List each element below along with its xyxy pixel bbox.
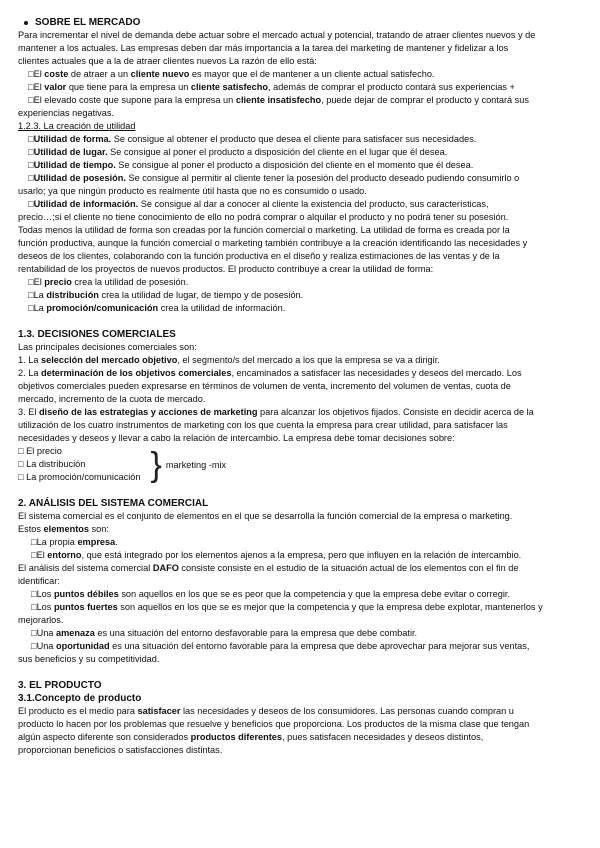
- paragraph-line: rentabilidad de los proyectos de nuevos productos. El producto contribuye a crear la utilidad de forma:: [18, 264, 434, 274]
- paragraph-line: utilización de los cuatro instrumentos de marketing con los que cuenta la empresa para crear utilidad, para satisfacer las: [18, 420, 508, 430]
- checkbox-icon: □: [28, 160, 34, 170]
- paragraph-line: sus beneficios y su competitividad.: [18, 654, 160, 664]
- list-item-promocion: □La promoción/comunicación crea la utilidad de información.: [28, 303, 286, 313]
- mix-item-precio: □ El precio: [18, 446, 62, 456]
- section-title-producto: 3. EL PRODUCTO: [18, 680, 102, 691]
- marketing-mix-list: [18, 445, 141, 484]
- subsection-heading-utilidad: 1.2.3. La creación de utilidad: [18, 121, 136, 131]
- list-item-utilidad-tiempo: □Utilidad de tiempo. Se consigue al poner el producto a disposición del cliente en el momento que él desea.: [28, 160, 474, 170]
- checkbox-icon: □: [28, 69, 34, 79]
- decision-item-1: 1. La selección del mercado objetivo, el segmento/s del mercado a los que la empresa se va a dirigir.: [18, 355, 440, 365]
- paragraph-line: El sistema comercial es el conjunto de elementos en el que se desarrolla la función comercial de la empresa o marketing.: [18, 511, 513, 521]
- checkbox-icon: □: [18, 472, 27, 482]
- checkbox-icon: □: [31, 537, 37, 547]
- list-item-utilidad-informacion: □Utilidad de información. Se consigue al dar a conocer al cliente la existencia del producto, sus características,: [28, 199, 489, 209]
- list-item-precio: □El precio crea la utilidad de posesión.: [28, 277, 189, 287]
- list-item-utilidad-lugar: □Utilidad de lugar. Se consigue al poner el producto a disposición del cliente en el lugar que él desea.: [28, 147, 448, 157]
- subsection-title-concepto: 3.1.Concepto de producto: [18, 693, 142, 704]
- list-item-empresa: □La propia empresa.: [31, 537, 118, 547]
- checkbox-icon: □: [28, 147, 34, 157]
- paragraph-line: experiencias negativas.: [18, 108, 115, 118]
- bullet-dot-icon: [24, 21, 28, 25]
- checkbox-icon: □: [28, 199, 34, 209]
- paragraph-line: El producto es el medio para satisfacer las necesidades y deseos de los consumidores. Las personas cuando compran u: [18, 706, 514, 716]
- checkbox-icon: □: [31, 550, 37, 560]
- section-title-decisiones: 1.3. DECISIONES COMERCIALES: [18, 329, 176, 340]
- section-title-sobre-mercado: SOBRE EL MERCADO: [18, 16, 584, 29]
- paragraph-line: proporcionan beneficios o satisfacciones distintas.: [18, 745, 223, 755]
- paragraph-line: Para incrementar el nivel de demanda debe actuar sobre el mercado actual y potencial, tratando de atraer clientes nuevos y de: [18, 30, 536, 40]
- paragraph-line: Todas menos la utilidad de forma son creadas por la función comercial o marketing. La utilidad de forma es creada por la: [18, 225, 510, 235]
- paragraph-line: producto lo hacen por los problemas que resuelve y beneficios que proporciona. Los productos de la misma clase que tengan: [18, 719, 530, 729]
- paragraph-line: mercado, incremento de la cuota de mercado.: [18, 394, 206, 404]
- list-item-puntos-debiles: □Los puntos débiles son aquellos en los que se es peor que la competencia y que la empresa debe evitar o corregir.: [31, 589, 510, 599]
- list-item-insatisfecho: □El elevado coste que supone para la empresa un cliente insatisfecho, puede dejar de comprar el producto y contará sus: [28, 95, 529, 105]
- paragraph-line: deseos de los clientes, colaborando con la función productiva en el diseño y realiza estimaciones de las ventas y de la: [18, 251, 500, 261]
- section-title-analisis: 2. ANÁLISIS DEL SISTEMA COMERCIAL: [18, 498, 209, 509]
- list-item-amenaza: □Una amenaza es una situación del entorno desfavorable para la empresa que debe combatir.: [31, 628, 418, 638]
- list-item-coste: □El coste de atraer a un cliente nuevo es mayor que el de mantener a un cliente actual satisfecho.: [28, 69, 435, 79]
- list-item-entorno: □El entorno, que está integrado por los elementos ajenos a la empresa, pero que influyen en la relación de intercambio.: [31, 550, 522, 560]
- paragraph-line: función productiva, aunque la función comercial o marketing también contribuye a la creación identificando las necesidades y: [18, 238, 528, 248]
- brace-icon: }: [150, 445, 162, 484]
- list-item-utilidad-posesion: □Utilidad de posesión. Se consigue al permitir al cliente tener la posesión del producto deseado pudiendo consumirlo o: [28, 173, 520, 183]
- decision-item-2: 2. La determinación de los objetivos comerciales, encaminados a satisfacer las necesidades y deseos del mercado. Los: [18, 368, 522, 378]
- checkbox-icon: □: [18, 459, 27, 469]
- checkbox-icon: □: [31, 602, 37, 612]
- checkbox-icon: □: [28, 290, 34, 300]
- checkbox-icon: □: [28, 303, 34, 313]
- checkbox-icon: □: [28, 82, 34, 92]
- list-item-distribucion: □La distribución crea la utilidad de lugar, de tiempo y de posesión.: [28, 290, 304, 300]
- checkbox-icon: □: [28, 95, 34, 105]
- list-item-oportunidad: □Una oportunidad es una situación del entorno favorable para la empresa que debe aprovechar para mejorar sus ventas,: [31, 641, 530, 651]
- paragraph-line: algún aspecto diferente son considerados productos diferentes, pues satisfacen necesidades y deseos distintos,: [18, 732, 484, 742]
- paragraph-line: Estos elementos son:: [18, 524, 109, 534]
- decision-item-3: 3. El diseño de las estrategias y acciones de marketing para alcanzar los objetivos fijados. Consiste en decidir acerca de la: [18, 407, 534, 417]
- marketing-mix-label: marketing -mix: [165, 459, 227, 470]
- checkbox-icon: □: [18, 446, 27, 456]
- checkbox-icon: □: [31, 628, 37, 638]
- list-item-puntos-fuertes: □Los puntos fuertes son aquellos en los que se es mejor que la competencia y que la empresa debe explotar, mantenerlos y: [31, 602, 543, 612]
- checkbox-icon: □: [31, 641, 37, 651]
- list-item-valor: □El valor que tiene para la empresa un cliente satisfecho, además de comprar el producto contará sus experiencias +: [28, 82, 515, 92]
- paragraph-line: clientes actuales que a la de atraer clientes nuevos La razón de ello está:: [18, 56, 317, 66]
- paragraph-line: mejorarlos.: [18, 615, 64, 625]
- mix-item-distribucion: □ La distribución: [18, 459, 86, 469]
- paragraph-line: usarlo; ya que ningún producto es realmente útil hasta que no es consumido o usado.: [18, 186, 367, 196]
- mix-item-promocion: □ La promoción/comunicación: [18, 472, 141, 482]
- paragraph-line: El análisis del sistema comercial DAFO consiste consiste en el estudio de la situación actual de los elementos con el fin de: [18, 563, 519, 573]
- paragraph-line: objetivos comerciales pueden expresarse en términos de volumen de venta, incremento del volumen de ventas, cuota de: [18, 381, 511, 391]
- checkbox-icon: □: [28, 277, 34, 287]
- list-item-utilidad-forma: □Utilidad de forma. Se consigue al obtener el producto que desea el cliente para satisfacer sus necesidades.: [28, 134, 477, 144]
- marketing-mix-group: [18, 445, 584, 484]
- paragraph-line: precio…;si el cliente no tiene conocimiento de ello no podrá comprar o alquilar el producto y no podrá tener su posesión.: [18, 212, 509, 222]
- paragraph-line: Las principales decisiones comerciales son:: [18, 342, 197, 352]
- checkbox-icon: □: [28, 173, 34, 183]
- paragraph-line: mantener a los actuales. Las empresas deben dar más importancia a la tarea del marketing de mantener y fidelizar a los: [18, 43, 509, 53]
- checkbox-icon: □: [28, 134, 34, 144]
- paragraph-line: identificar:: [18, 576, 60, 586]
- paragraph-line: necesidades y deseos y llevar a cabo la relación de intercambio. La empresa debe tomar decisiones sobre:: [18, 433, 455, 443]
- checkbox-icon: □: [31, 589, 37, 599]
